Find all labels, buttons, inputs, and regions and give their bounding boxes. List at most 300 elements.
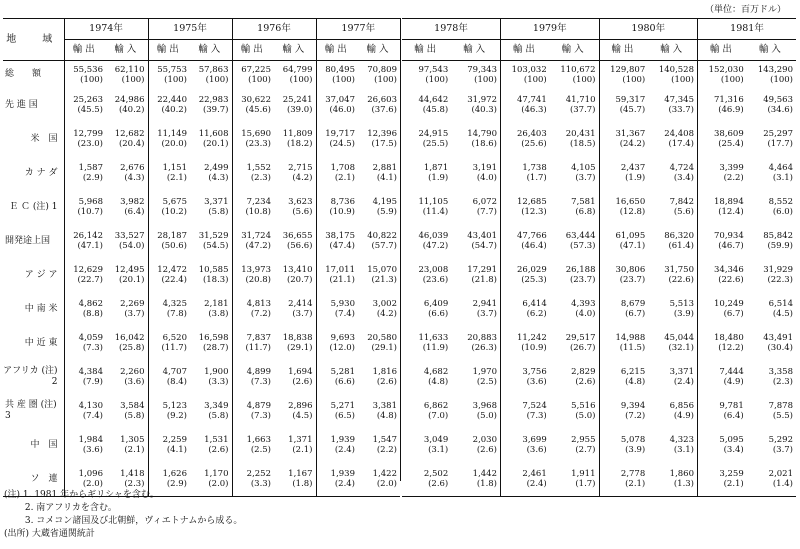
export-value [402, 88, 451, 122]
export-value [698, 122, 747, 156]
export-value [64, 360, 106, 394]
share-percent: (56.6) [286, 241, 313, 251]
export-value [698, 394, 747, 428]
table-row [402, 122, 796, 156]
share-percent: (20.8) [245, 275, 271, 285]
amount: 2,829 [571, 367, 596, 377]
amount: 17,011 [325, 265, 355, 275]
import-value [451, 122, 500, 156]
share-percent: (2.5) [250, 445, 271, 455]
amount: 5,123 [162, 401, 187, 411]
amount: 33,527 [114, 231, 145, 241]
amount: 2,676 [120, 163, 145, 173]
import-value [451, 360, 500, 394]
export-value [316, 61, 358, 89]
share-percent: (1.4) [772, 479, 793, 489]
amount: 67,225 [241, 64, 271, 75]
amount: 6,862 [423, 401, 449, 411]
share-percent: (7.9) [82, 377, 103, 387]
amount: 129,807 [610, 64, 646, 75]
share-percent: (23.0) [77, 139, 103, 149]
year-header: 1979年 [501, 19, 600, 40]
share-percent: (18.3) [202, 275, 229, 285]
table-row [402, 292, 796, 326]
import-value [358, 224, 400, 258]
amount: 71,316 [714, 95, 744, 105]
share-percent: (3.6) [526, 445, 547, 455]
amount: 2,259 [162, 435, 187, 445]
share-percent: (54.0) [118, 241, 145, 251]
share-percent: (17.5) [371, 139, 397, 149]
export-value [599, 224, 648, 258]
amount: 70,809 [367, 64, 397, 75]
amount: 6,072 [472, 197, 497, 207]
share-percent: (25.8) [118, 343, 145, 353]
amount: 3,756 [522, 367, 547, 377]
export-value [316, 190, 358, 224]
amount: 1,552 [246, 163, 271, 173]
share-percent: (5.6) [673, 207, 694, 217]
share-percent: (10.2) [161, 207, 187, 217]
share-percent: (2.3) [250, 173, 271, 183]
amount: 14,790 [467, 129, 497, 139]
import-value [106, 326, 148, 360]
amount: 1,816 [372, 367, 397, 377]
share-percent: (25.6) [521, 139, 547, 149]
share-percent: (100) [121, 74, 145, 85]
import-value [358, 326, 400, 360]
export-value [64, 292, 106, 326]
share-percent: (46.7) [718, 241, 744, 251]
share-percent: (7.3) [82, 343, 103, 353]
amount: 1,442 [472, 469, 497, 479]
amount: 25,241 [282, 95, 313, 105]
share-percent: (30.4) [767, 343, 793, 353]
share-percent: (4.1) [166, 445, 187, 455]
import-value [190, 292, 232, 326]
import-value [648, 462, 697, 497]
import-value [358, 190, 400, 224]
amount: 8,679 [620, 299, 646, 309]
import-value [106, 394, 148, 428]
export-value [402, 394, 451, 428]
amount: 55,536 [73, 64, 103, 75]
amount: 4,682 [423, 367, 449, 377]
import-value [358, 122, 400, 156]
region-label: アフリカ (注) 2 [3, 360, 64, 394]
share-percent: (50.6) [161, 241, 187, 251]
export-value [402, 156, 451, 190]
share-percent: (23.3) [245, 139, 271, 149]
amount: 1,984 [78, 435, 103, 445]
export-value [402, 326, 451, 360]
import-value [550, 292, 599, 326]
amount: 22,440 [157, 95, 187, 105]
region-label: 共 産 圏 (注) 3 [3, 394, 64, 428]
export-value [599, 258, 648, 292]
export-value [64, 394, 106, 428]
import-value [190, 326, 232, 360]
share-percent: (21.3) [371, 275, 397, 285]
amount: 28,187 [157, 231, 187, 241]
share-percent: (9.2) [166, 411, 187, 421]
export-value [232, 88, 274, 122]
export-value [698, 224, 747, 258]
table-row [402, 360, 796, 394]
import-value [648, 122, 697, 156]
share-percent: (23.7) [619, 275, 646, 285]
amount: 10,249 [714, 299, 744, 309]
share-percent: (20.0) [161, 139, 187, 149]
amount: 11,149 [157, 129, 187, 139]
share-percent: (3.3) [208, 377, 229, 387]
amount: 12,685 [517, 197, 547, 207]
amount: 2,030 [472, 435, 497, 445]
export-header: 輸出 [316, 40, 358, 61]
import-value [358, 258, 400, 292]
amount: 12,682 [114, 129, 145, 139]
amount: 44,642 [418, 95, 449, 105]
amount: 26,603 [367, 95, 397, 105]
footnote-line: (注) 1. 1981 年からギリシャを含む。 [4, 490, 159, 500]
share-percent: (2.3) [772, 377, 793, 387]
export-value [599, 462, 648, 497]
export-value [599, 292, 648, 326]
share-percent: (11.7) [161, 343, 187, 353]
share-percent: (7.7) [476, 207, 497, 217]
import-value [274, 61, 316, 89]
import-value [550, 360, 599, 394]
source-line: (出所) 大蔵省通関統計 [4, 529, 95, 539]
share-percent: (2.6) [575, 377, 596, 387]
import-value [747, 326, 796, 360]
amount: 1,547 [372, 435, 397, 445]
amount: 5,095 [719, 435, 744, 445]
amount: 2,881 [372, 163, 397, 173]
amount: 4,059 [78, 333, 103, 343]
amount: 2,021 [768, 469, 793, 479]
share-percent: (1.9) [625, 173, 646, 183]
share-percent: (4.9) [673, 411, 694, 421]
share-percent: (2.1) [723, 479, 744, 489]
share-percent: (1.9) [428, 173, 449, 183]
export-value [148, 61, 190, 89]
export-value [501, 428, 550, 462]
amount: 80,495 [325, 64, 355, 75]
amount: 3,259 [719, 469, 744, 479]
amount: 3,584 [120, 401, 145, 411]
share-percent: (22.7) [77, 275, 103, 285]
amount: 103,032 [511, 64, 547, 75]
amount: 11,608 [198, 129, 229, 139]
export-value [316, 326, 358, 360]
import-value [451, 156, 500, 190]
share-percent: (32.1) [668, 343, 694, 353]
amount: 6,414 [522, 299, 547, 309]
export-value [698, 156, 747, 190]
import-value [274, 326, 316, 360]
share-percent: (2.4) [673, 377, 694, 387]
amount: 11,633 [418, 333, 449, 343]
unit-label: （単位：百万ドル） [704, 5, 786, 15]
import-value [747, 190, 796, 224]
import-value [747, 156, 796, 190]
share-percent: (5.0) [575, 411, 596, 421]
share-percent: (2.2) [723, 173, 744, 183]
export-value [148, 292, 190, 326]
amount: 1,587 [78, 163, 103, 173]
amount: 57,863 [198, 64, 229, 75]
amount: 18,894 [714, 197, 744, 207]
amount: 30,806 [615, 265, 646, 275]
amount: 2,260 [120, 367, 145, 377]
import-value [648, 360, 697, 394]
share-percent: (2.7) [575, 445, 596, 455]
amount: 1,900 [204, 367, 229, 377]
table-row [3, 88, 400, 122]
import-value [274, 462, 316, 497]
export-value [232, 156, 274, 190]
import-value [451, 61, 500, 89]
export-value [698, 190, 747, 224]
share-percent: (5.5) [772, 411, 793, 421]
amount: 31,972 [467, 95, 497, 105]
export-value [148, 156, 190, 190]
import-value [358, 156, 400, 190]
import-value [648, 428, 697, 462]
region-label: カ ナ ダ [3, 156, 64, 190]
export-value [232, 428, 274, 462]
amount: 61,095 [615, 231, 646, 241]
share-percent: (4.9) [723, 377, 744, 387]
amount: 62,110 [114, 64, 145, 75]
amount: 5,516 [571, 401, 596, 411]
share-percent: (39.0) [286, 105, 313, 115]
amount: 70,934 [714, 231, 744, 241]
amount: 2,181 [204, 299, 229, 309]
table-row [3, 428, 400, 462]
share-percent: (8.8) [82, 309, 103, 319]
import-value [106, 122, 148, 156]
amount: 4,195 [372, 197, 397, 207]
amount: 11,809 [282, 129, 313, 139]
export-value [64, 61, 106, 89]
amount: 1,738 [522, 163, 547, 173]
amount: 22,983 [198, 95, 229, 105]
share-percent: (3.4) [723, 445, 744, 455]
amount: 110,672 [560, 64, 596, 75]
amount: 3,049 [423, 435, 449, 445]
import-value [648, 394, 697, 428]
amount: 15,690 [241, 129, 271, 139]
amount: 16,042 [114, 333, 145, 343]
share-percent: (3.1) [772, 173, 793, 183]
export-value [698, 292, 747, 326]
amount: 85,842 [763, 231, 793, 241]
table-row [402, 224, 796, 258]
share-percent: (24.5) [329, 139, 355, 149]
amount: 1,167 [288, 469, 313, 479]
amount: 30,622 [241, 95, 271, 105]
import-value [190, 360, 232, 394]
share-percent: (100) [622, 74, 646, 85]
export-value [316, 292, 358, 326]
import-value [550, 326, 599, 360]
export-value [232, 394, 274, 428]
share-percent: (10.7) [77, 207, 103, 217]
import-value [550, 190, 599, 224]
share-percent: (18.5) [569, 139, 596, 149]
share-percent: (12.3) [521, 207, 547, 217]
export-value [64, 224, 106, 258]
region-label: Ｅ Ｃ (注) 1 [3, 190, 64, 224]
table-row [3, 122, 400, 156]
amount: 31,929 [763, 265, 793, 275]
amount: 43,491 [763, 333, 793, 343]
share-percent: (40.2) [161, 105, 187, 115]
table-row [3, 190, 400, 224]
table-row [402, 394, 796, 428]
export-value [232, 122, 274, 156]
share-percent: (18.6) [471, 139, 497, 149]
import-value [648, 258, 697, 292]
share-percent: (4.8) [428, 377, 449, 387]
share-percent: (3.6) [124, 377, 145, 387]
share-percent: (10.9) [521, 343, 547, 353]
share-percent: (1.8) [292, 479, 313, 489]
amount: 140,528 [658, 64, 694, 75]
share-percent: (3.7) [124, 309, 145, 319]
export-value [148, 360, 190, 394]
import-value [190, 122, 232, 156]
amount: 4,105 [571, 163, 596, 173]
table-row [402, 156, 796, 190]
amount: 1,626 [162, 469, 187, 479]
table-row [402, 258, 796, 292]
footnote-line: 3. コメコン諸国及び北朝鮮，ヴィエトナムから成る。 [4, 516, 243, 526]
share-percent: (45.5) [77, 105, 103, 115]
import-value [747, 258, 796, 292]
amount: 38,175 [325, 231, 355, 241]
amount: 3,623 [288, 197, 313, 207]
import-header: 輸入 [106, 40, 148, 61]
export-value [402, 292, 451, 326]
share-percent: (1.3) [673, 479, 694, 489]
import-value [106, 224, 148, 258]
share-percent: (45.7) [619, 105, 646, 115]
import-value [550, 462, 599, 497]
share-percent: (11.4) [422, 207, 449, 217]
share-percent: (100) [164, 74, 187, 85]
export-value [599, 190, 648, 224]
share-percent: (37.6) [371, 105, 397, 115]
year-header: 1975年 [148, 19, 232, 40]
export-value [232, 61, 274, 89]
amount: 20,883 [467, 333, 497, 343]
share-percent: (3.8) [208, 309, 229, 319]
import-value [747, 61, 796, 89]
import-value [274, 360, 316, 394]
amount: 152,030 [708, 64, 744, 75]
amount: 2,414 [288, 299, 313, 309]
export-value [316, 88, 358, 122]
amount: 7,837 [246, 333, 271, 343]
share-percent: (100) [720, 74, 744, 85]
amount: 3,002 [372, 299, 397, 309]
share-percent: (4.3) [124, 173, 145, 183]
amount: 24,986 [114, 95, 145, 105]
amount: 12,396 [367, 129, 397, 139]
import-value [550, 61, 599, 89]
amount: 10,585 [198, 265, 229, 275]
import-value [106, 156, 148, 190]
share-percent: (11.7) [245, 343, 271, 353]
amount: 7,581 [571, 197, 596, 207]
share-percent: (4.5) [292, 411, 313, 421]
amount: 9,693 [330, 333, 355, 343]
share-percent: (2.6) [428, 479, 449, 489]
share-percent: (2.0) [208, 479, 229, 489]
import-value [451, 190, 500, 224]
import-value [190, 394, 232, 428]
share-percent: (1.7) [526, 173, 547, 183]
export-value [599, 88, 648, 122]
export-value [64, 156, 106, 190]
export-value [402, 360, 451, 394]
table-row [402, 462, 796, 497]
amount: 26,403 [517, 129, 547, 139]
table-row [3, 156, 400, 190]
amount: 31,750 [664, 265, 694, 275]
share-percent: (25.3) [521, 275, 547, 285]
share-percent: (7.3) [250, 411, 271, 421]
share-percent: (26.7) [569, 343, 596, 353]
export-value [402, 190, 451, 224]
share-percent: (100) [205, 74, 229, 85]
import-value [648, 292, 697, 326]
share-percent: (29.1) [371, 343, 397, 353]
export-value [501, 156, 550, 190]
share-percent: (7.2) [250, 309, 271, 319]
export-value [501, 360, 550, 394]
export-value [148, 190, 190, 224]
amount: 1,663 [246, 435, 271, 445]
export-value [698, 61, 747, 89]
import-value [747, 88, 796, 122]
share-percent: (23.7) [569, 275, 596, 285]
import-value [274, 428, 316, 462]
share-percent: (6.0) [772, 207, 793, 217]
table-row [402, 61, 796, 89]
export-value [148, 326, 190, 360]
export-value [148, 394, 190, 428]
footnotes [4, 489, 242, 541]
export-value [148, 428, 190, 462]
import-value [451, 428, 500, 462]
share-percent: (21.8) [471, 275, 497, 285]
amount: 18,480 [714, 333, 744, 343]
import-value [358, 88, 400, 122]
amount: 5,281 [330, 367, 355, 377]
import-value [451, 88, 500, 122]
share-percent: (100) [289, 74, 313, 85]
import-header: 輸入 [358, 40, 400, 61]
amount: 4,393 [571, 299, 596, 309]
share-percent: (2.6) [292, 377, 313, 387]
amount: 11,242 [517, 333, 547, 343]
footnote-line: 2. 南アフリカを含む。 [4, 503, 117, 513]
import-value [106, 292, 148, 326]
